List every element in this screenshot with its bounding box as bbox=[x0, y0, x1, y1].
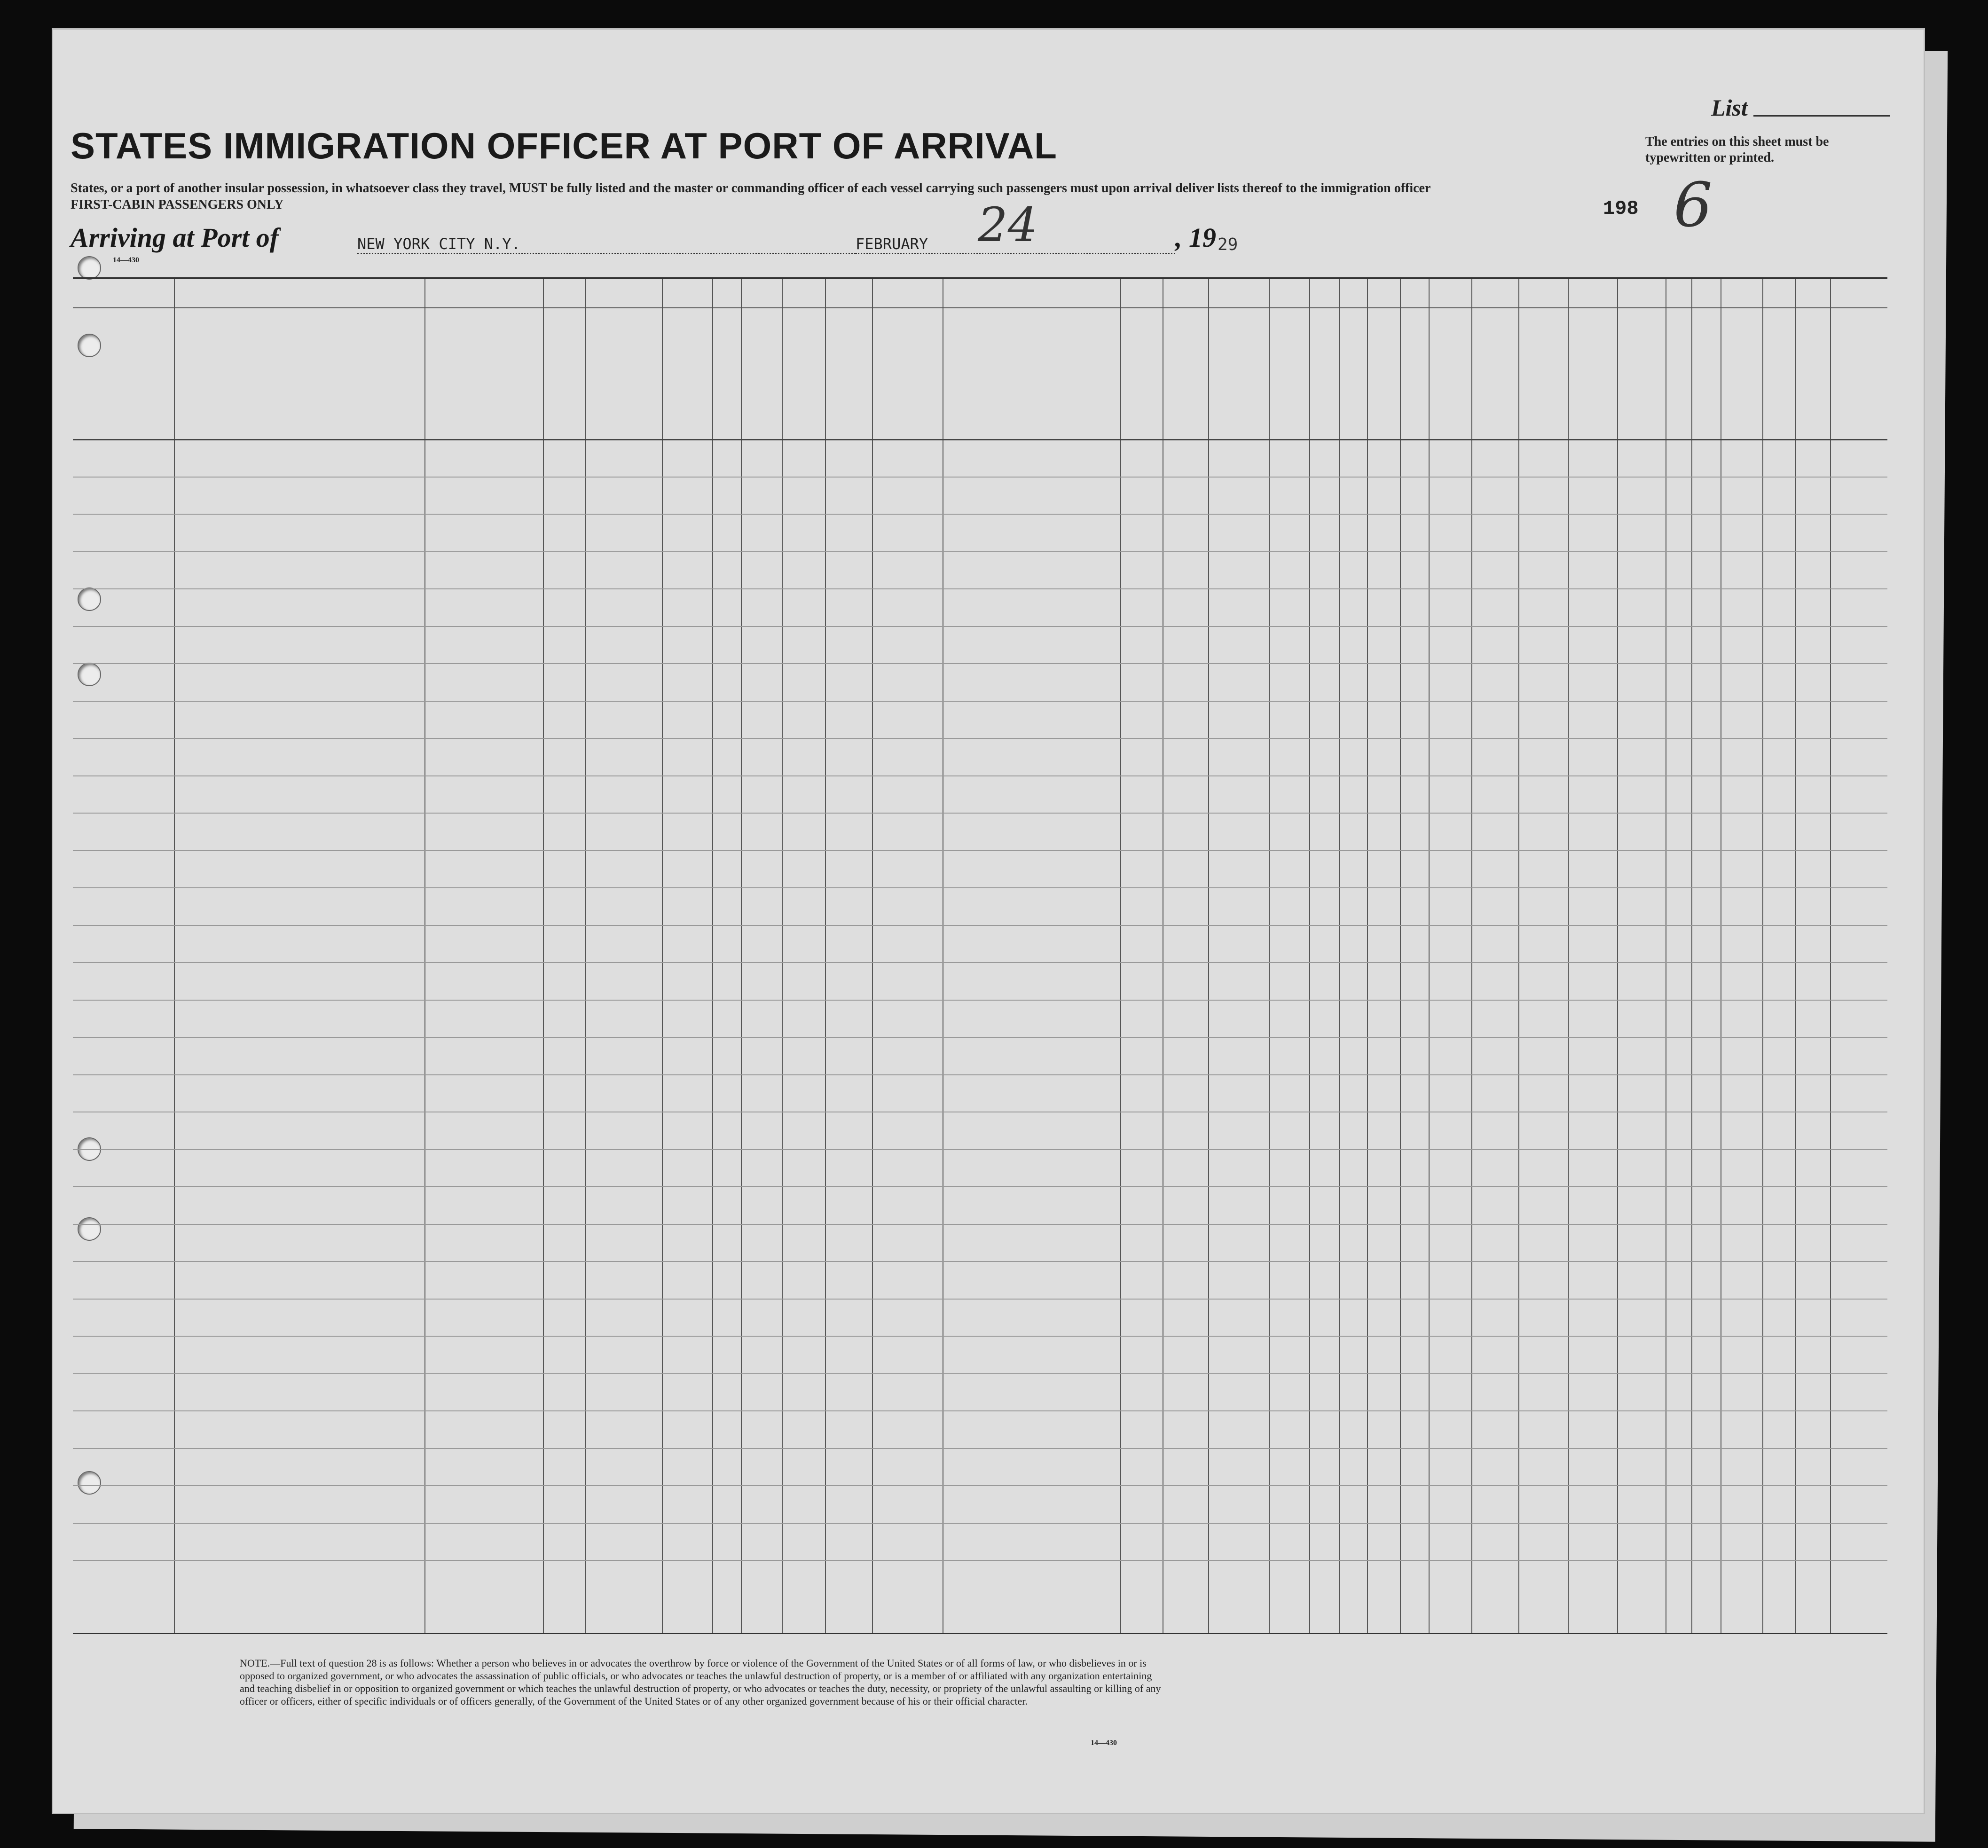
row-rule bbox=[73, 1261, 1887, 1262]
row-rule bbox=[73, 1373, 1887, 1374]
column-rule bbox=[825, 279, 826, 1633]
footnote: NOTE.—Full text of question 28 is as follows: Whether a person who believes in or advocates the overthrow by force or violence of the Government of the United States or of all forms of law, or who disbelieves in or is opposed to organized government, or who advocates the assassination of public officials, or who advocates or teaches the unlawful destruction of property, or is a member of or affiliated with any organization entertaining and teaching disbelief in or opposition to organized government or which teaches the unlawful destruction of property, or who advocates or teaches the duty, necessity, or propriety of the unlawful assaulting or killing of any officer or officers, either of specific individuals or of officers generally, of the Government of the United States or of any other organized government because of his or their official character. bbox=[240, 1657, 1161, 1707]
row-rule bbox=[73, 1410, 1887, 1411]
header-possession-50 bbox=[784, 314, 823, 434]
header-anarchist bbox=[1369, 314, 1398, 437]
column-rule bbox=[662, 279, 663, 1633]
row-rule bbox=[73, 701, 1887, 702]
page-title: STATES IMMIGRATION OFFICER AT PORT OF ARRIVAL bbox=[71, 125, 1057, 166]
row-rule bbox=[73, 626, 1887, 627]
year-suffix: 29 bbox=[1218, 235, 1238, 254]
column-rule bbox=[1269, 279, 1270, 1633]
arriving-label: Arriving at Port of bbox=[71, 222, 279, 253]
row-rule bbox=[73, 1186, 1887, 1187]
row-rule bbox=[73, 1224, 1887, 1225]
row-rule bbox=[73, 551, 1887, 552]
header-polygamist bbox=[1341, 314, 1365, 437]
row-rule bbox=[73, 887, 1887, 888]
sheet-number: 198 bbox=[1603, 197, 1639, 220]
row-rule bbox=[73, 1149, 1887, 1150]
sheet-number-handwritten: 6 bbox=[1674, 169, 1713, 241]
row-rule bbox=[73, 1560, 1887, 1561]
column-rule bbox=[1120, 279, 1121, 1633]
row-rule bbox=[73, 1074, 1887, 1075]
header-purpose-b bbox=[1210, 331, 1267, 439]
year-prefix: , 19 bbox=[1175, 222, 1216, 253]
row-rule bbox=[73, 813, 1887, 814]
row-rule bbox=[73, 775, 1887, 776]
column-rule bbox=[1795, 279, 1796, 1633]
row-rule bbox=[73, 663, 1887, 664]
class-line: FIRST-CABIN PASSENGERS ONLY bbox=[71, 197, 284, 212]
header-ticket bbox=[664, 314, 709, 434]
row-rule bbox=[73, 738, 1887, 739]
column-rule bbox=[712, 279, 713, 1633]
header-contract bbox=[1430, 314, 1469, 437]
row-rule bbox=[73, 850, 1887, 851]
header-overthrow bbox=[1401, 314, 1427, 437]
column-rule bbox=[543, 279, 544, 1633]
header-inches bbox=[1643, 397, 1664, 434]
header-feet bbox=[1619, 397, 1643, 434]
column-rule bbox=[1762, 279, 1763, 1633]
row-rule bbox=[73, 1299, 1887, 1300]
form-code: 14—430 bbox=[113, 256, 139, 264]
typewritten-note: The entries on this sheet must be typewritten or printed. bbox=[1645, 134, 1829, 165]
column-rule bbox=[1518, 279, 1519, 1633]
header-deported bbox=[1474, 314, 1516, 437]
column-rule bbox=[1471, 279, 1472, 1633]
row-rule bbox=[73, 1448, 1887, 1449]
header-divider bbox=[73, 307, 1887, 308]
header-purpose-c bbox=[1272, 331, 1307, 439]
row-rule bbox=[73, 514, 1887, 515]
day-handwritten: 24 bbox=[978, 197, 1038, 252]
column-rule bbox=[1617, 279, 1618, 1633]
column-rule bbox=[1367, 279, 1368, 1633]
month-value: FEBRUARY bbox=[856, 235, 1175, 254]
row-rule bbox=[73, 477, 1887, 478]
column-rule bbox=[1429, 279, 1430, 1633]
column-rule bbox=[1339, 279, 1340, 1633]
column-rule bbox=[1568, 279, 1569, 1633]
column-rule bbox=[174, 279, 175, 1633]
row-rule bbox=[73, 1037, 1887, 1038]
column-rule bbox=[872, 279, 873, 1633]
instruction-text: States, or a port of another insular possession, in whatsoever class they travel, MUST be fully listed and the master or commanding officer of each vessel carrying such passengers must upon arrival deliver lists thereof to the immigration officer bbox=[71, 181, 1431, 196]
footnote-code: 14—430 bbox=[1091, 1739, 1117, 1747]
header-bottom bbox=[73, 439, 1887, 440]
column-rule bbox=[1691, 279, 1692, 1633]
row-rule bbox=[73, 1000, 1887, 1001]
punch-hole bbox=[78, 256, 101, 280]
column-rule bbox=[1309, 279, 1310, 1633]
row-rule bbox=[73, 1485, 1887, 1486]
port-value: NEW YORK CITY N.Y. bbox=[357, 235, 856, 254]
row-rule bbox=[73, 1523, 1887, 1524]
row-rule bbox=[73, 925, 1887, 926]
header-prison bbox=[1312, 314, 1337, 437]
column-rule bbox=[741, 279, 742, 1633]
row-rule bbox=[73, 962, 1887, 963]
column-rule bbox=[424, 279, 425, 1633]
header-purpose-a bbox=[1170, 331, 1207, 439]
list-label: List bbox=[1711, 94, 1748, 121]
column-rule bbox=[1208, 279, 1209, 1633]
column-rule bbox=[1830, 279, 1831, 1633]
row-rule bbox=[73, 1336, 1887, 1337]
manifest-table bbox=[73, 277, 1887, 1634]
column-rule bbox=[782, 279, 783, 1633]
list-line bbox=[1753, 115, 1890, 117]
column-rule bbox=[585, 279, 586, 1633]
column-rule bbox=[1400, 279, 1401, 1633]
row-rule bbox=[73, 588, 1887, 589]
